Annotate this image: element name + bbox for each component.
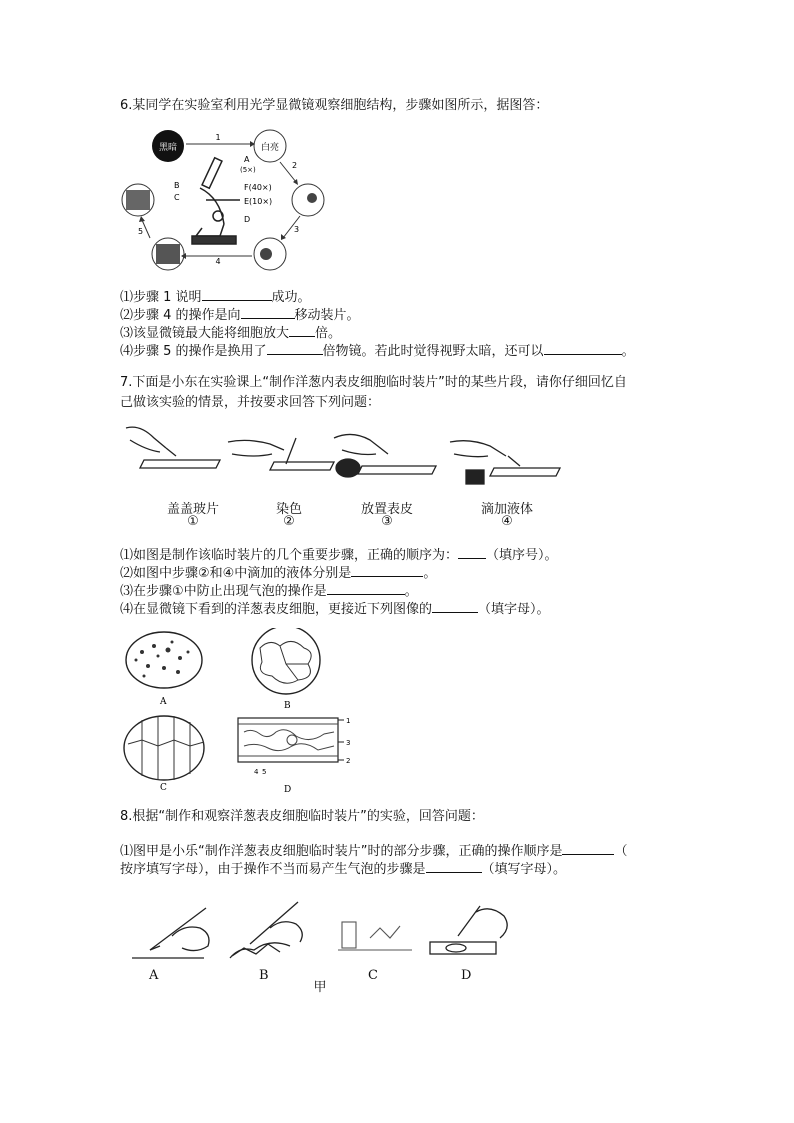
answer-blank[interactable] — [289, 324, 315, 337]
q6-microscope-figure — [120, 128, 330, 278]
step-label-1: 盖盖玻片 — [166, 502, 219, 517]
q6-sub2: ⑵步骤 4 的操作是向 移动装片。 — [120, 308, 360, 323]
label-cell-D: D — [284, 785, 292, 795]
answer-blank[interactable] — [562, 842, 614, 855]
q8-sub1-line2: 按序填写字母），由于操作不当而易产生气泡的步骤是 （填写字母）。 — [120, 862, 567, 877]
label-step-A: A — [149, 968, 159, 983]
q8-sub1-line1: ⑴图甲是小乐“制作洋葱表皮细胞临时装片”时的部分步骤，正确的操作顺序是 （ — [120, 844, 628, 859]
label-cell-B: B — [284, 701, 291, 711]
step-D-drawing — [430, 906, 507, 954]
step-num-1: ① — [187, 514, 199, 529]
step-2-label: 2 — [292, 161, 298, 170]
step-place-epidermis-drawing — [334, 434, 436, 477]
step-num-3: ③ — [381, 514, 393, 529]
label-step-B: B — [259, 968, 269, 983]
label-step-D: D — [461, 968, 472, 983]
answer-blank[interactable] — [426, 860, 482, 873]
q8-steps-figure-jia — [120, 898, 520, 968]
answer-blank[interactable] — [327, 582, 405, 595]
q7-sub2: ⑵如图中步骤②和④中滴加的液体分别是 。 — [120, 566, 437, 581]
step-add-liquid-drawing — [450, 441, 560, 484]
q8-stem: 8.根据“制作和观察洋葱表皮细胞临时装片”的实验，回答问题： — [120, 809, 484, 824]
label-D-4: 4 — [254, 768, 259, 776]
dark-label: 黑暗 — [158, 143, 178, 153]
step-stain-drawing — [228, 438, 334, 470]
label-A: A — [244, 155, 250, 164]
label-D-5: 5 — [262, 768, 267, 776]
step-label-2: 染色 — [275, 502, 302, 517]
q7-sub3: ⑶在步骤①中防止出现气泡的操作是 。 — [120, 584, 418, 599]
q7-stem-line2: 己做该实验的情景，并按要求回答下列问题： — [120, 395, 381, 410]
label-D-1: 1 — [346, 717, 351, 725]
answer-blank[interactable] — [544, 342, 622, 355]
q7-stem-line1: 7.下面是小东在实验课上“制作洋葱内表皮细胞临时装片”时的某些片段，请你仔细回忆自 — [120, 375, 627, 390]
step-A-drawing — [132, 908, 209, 958]
step-3-label: 3 — [294, 225, 300, 234]
figure-name-jia: 甲 — [313, 980, 327, 995]
label-E: E(10×) — [244, 197, 273, 206]
q7-steps-figure — [120, 420, 570, 490]
answer-blank[interactable] — [432, 600, 478, 613]
answer-blank[interactable] — [202, 288, 272, 301]
step-5-label: 5 — [138, 227, 144, 236]
bright-label: 白亮 — [260, 143, 280, 153]
label-D-2: 2 — [346, 757, 351, 765]
cell-image-C — [124, 716, 204, 780]
cell-image-B — [252, 628, 320, 694]
label-F: F(40×) — [244, 183, 272, 192]
q6-sub1: ⑴步骤 1 说明 成功。 — [120, 290, 311, 305]
step-C-drawing — [338, 922, 412, 950]
step-4-label: 4 — [215, 257, 221, 266]
step-label-3: 放置表皮 — [360, 502, 413, 517]
q7-sub1: ⑴如图是制作该临时装片的几个重要步骤，正确的顺序为： （填序号）。 — [120, 548, 558, 563]
step-num-4: ④ — [501, 514, 513, 529]
label-cell-A: A — [160, 697, 167, 707]
answer-blank[interactable] — [351, 564, 423, 577]
answer-blank[interactable] — [458, 546, 486, 559]
q6-sub3: ⑶该显微镜最大能将细胞放大 倍。 — [120, 326, 342, 341]
label-C: C — [174, 193, 180, 202]
step-label-4: 滴加液体 — [480, 502, 533, 517]
step-B-drawing — [230, 902, 302, 958]
answer-blank[interactable] — [267, 342, 323, 355]
microscope-drawing — [192, 158, 240, 244]
step-1-label: 1 — [215, 133, 221, 142]
label-D: D — [244, 215, 251, 224]
q7-cell-images — [120, 628, 360, 798]
q6-stem: 6.某同学在实验室利用光学显微镜观察细胞结构，步骤如图所示，据图答： — [120, 98, 549, 113]
label-A-mag: (5×) — [240, 166, 256, 174]
answer-blank[interactable] — [241, 306, 295, 319]
q7-sub4: ⑷在显微镜下看到的洋葱表皮细胞，更接近下列图像的 （填字母）。 — [120, 602, 550, 617]
cell-image-A — [126, 632, 202, 688]
q6-sub4: ⑷步骤 5 的操作是换用了 倍物镜。若此时觉得视野太暗，还可以 。 — [120, 344, 635, 359]
label-D-3: 3 — [346, 739, 351, 747]
label-B: B — [174, 181, 180, 190]
step-cover-slip-drawing — [126, 427, 220, 468]
step-num-2: ② — [283, 514, 295, 529]
cell-image-D — [238, 718, 344, 762]
label-cell-C: C — [160, 783, 167, 793]
label-step-C: C — [368, 968, 378, 983]
